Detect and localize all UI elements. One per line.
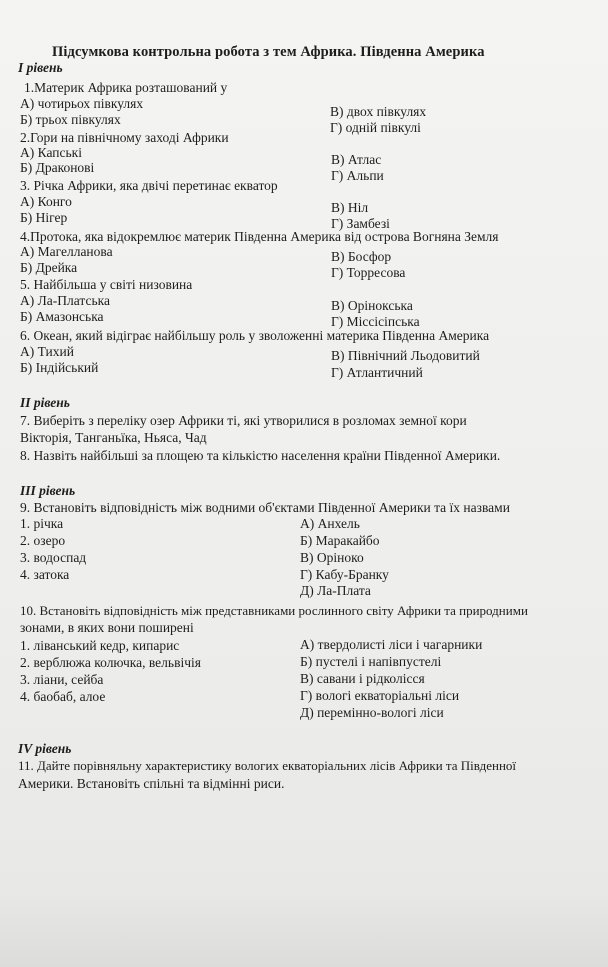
q5-option-v: В) Орінокська: [331, 298, 413, 313]
q6-option-v: В) Північний Льодовитий: [331, 348, 480, 363]
q3-option-g: Г) Замбезі: [331, 216, 390, 231]
question-7: 7. Виберіть з переліку озер Африки ті, які утворилися в розломах земної кори: [20, 413, 467, 428]
q2-option-a: А) Капські: [20, 145, 82, 160]
q10-left-3: 3. ліани, сейба: [20, 672, 104, 687]
q1-option-v: В) двох півкулях: [330, 104, 427, 119]
q9-left-2: 2. озеро: [20, 533, 66, 548]
q4-option-b: Б) Дрейка: [20, 260, 78, 275]
q10-right-d: Д) перемінно-вологі ліси: [300, 705, 444, 720]
question-10-line-2: зонами, в яких вони поширені: [20, 620, 194, 635]
question-6: 6. Океан, який відіграє найбільшу роль у зволоженні материка Південна Америка: [20, 328, 490, 343]
q6-option-a: А) Тихий: [20, 344, 74, 359]
q5-option-b: Б) Амазонська: [20, 309, 104, 324]
question-3: 3. Річка Африки, яка двічі перетинає екватор: [20, 178, 278, 193]
q9-right-g: Г) Кабу-Бранку: [300, 567, 389, 582]
q4-option-v: В) Босфор: [331, 249, 392, 264]
q1-option-b: Б) трьох півкулях: [20, 112, 121, 127]
q9-right-v: В) Оріноко: [300, 550, 364, 565]
q10-left-4: 4. баобаб, алое: [20, 689, 106, 704]
q9-right-d: Д) Ла-Плата: [300, 583, 371, 598]
q9-right-b: Б) Маракайбо: [300, 533, 380, 548]
question-7-list: Вікторія, Танганьїка, Ньяса, Чад: [20, 430, 207, 445]
q3-option-v: В) Ніл: [331, 200, 369, 215]
page-title: Підсумкова контрольна робота з тем Африка. Південна Америка: [52, 44, 485, 60]
level-2-heading: ІІ рівень: [20, 395, 70, 410]
page-shadow: [0, 890, 608, 967]
q9-left-4: 4. затока: [20, 567, 70, 582]
q1-option-a: А) чотирьох півкулях: [20, 96, 144, 111]
q6-option-b: Б) Індійський: [20, 360, 99, 375]
question-11-line-1: 11. Дайте порівняльну характеристику вологих екваторіальних лісів Африки та Південної: [18, 758, 517, 773]
level-1-heading: І рівень: [18, 60, 63, 75]
q2-option-b: Б) Драконові: [20, 160, 95, 175]
q10-right-b: Б) пустелі і напівпустелі: [300, 654, 442, 669]
q3-option-a: А) Конго: [20, 194, 72, 209]
q2-option-v: В) Атлас: [331, 152, 382, 167]
level-3-heading: ІІІ рівень: [20, 483, 76, 498]
question-8: 8. Назвіть найбільші за площею та кількістю населення країни Південної Америки.: [20, 448, 501, 463]
q10-right-g: Г) вологі екваторіальні ліси: [300, 688, 460, 703]
q4-option-g: Г) Торресова: [331, 265, 406, 280]
q9-left-1: 1. річка: [20, 516, 64, 531]
q10-left-1: 1. ліванський кедр, кипарис: [20, 638, 180, 653]
question-11-line-2: Америки. Встановіть спільні та відмінні риси.: [18, 776, 285, 791]
q10-right-a: А) твердолисті ліси і чагарники: [300, 637, 483, 652]
question-10-line-1: 10. Встановіть відповідність між представниками рослинного світу Африки та природними: [20, 603, 528, 618]
q10-right-v: В) савани і рідколісся: [300, 671, 425, 686]
question-2: 2.Гори на північному заході Африки: [20, 130, 229, 145]
q5-option-g: Г) Міссісіпська: [331, 314, 420, 329]
question-9: 9. Встановіть відповідність між водними об'єктами Південної Америки та їх назвами: [20, 500, 510, 515]
q10-left-2: 2. верблюжа колючка, вельвічія: [20, 655, 201, 670]
question-1: 1.Материк Африка розташований у: [24, 80, 228, 95]
q9-right-a: А) Анхель: [300, 516, 360, 531]
q9-left-3: 3. водоспад: [20, 550, 87, 565]
question-5: 5. Найбільша у світі низовина: [20, 277, 193, 292]
level-4-heading: ІV рівень: [18, 741, 72, 756]
question-4: 4.Протока, яка відокремлює материк Південна Америка від острова Вогняна Земля: [20, 229, 499, 244]
q6-option-g: Г) Атлантичний: [331, 365, 423, 380]
q5-option-a: А) Ла-Платська: [20, 293, 110, 308]
q3-option-b: Б) Нігер: [20, 210, 68, 225]
q4-option-a: А) Магелланова: [20, 244, 113, 259]
q1-option-g: Г) одній півкулі: [330, 120, 421, 135]
q2-option-g: Г) Альпи: [331, 168, 384, 183]
